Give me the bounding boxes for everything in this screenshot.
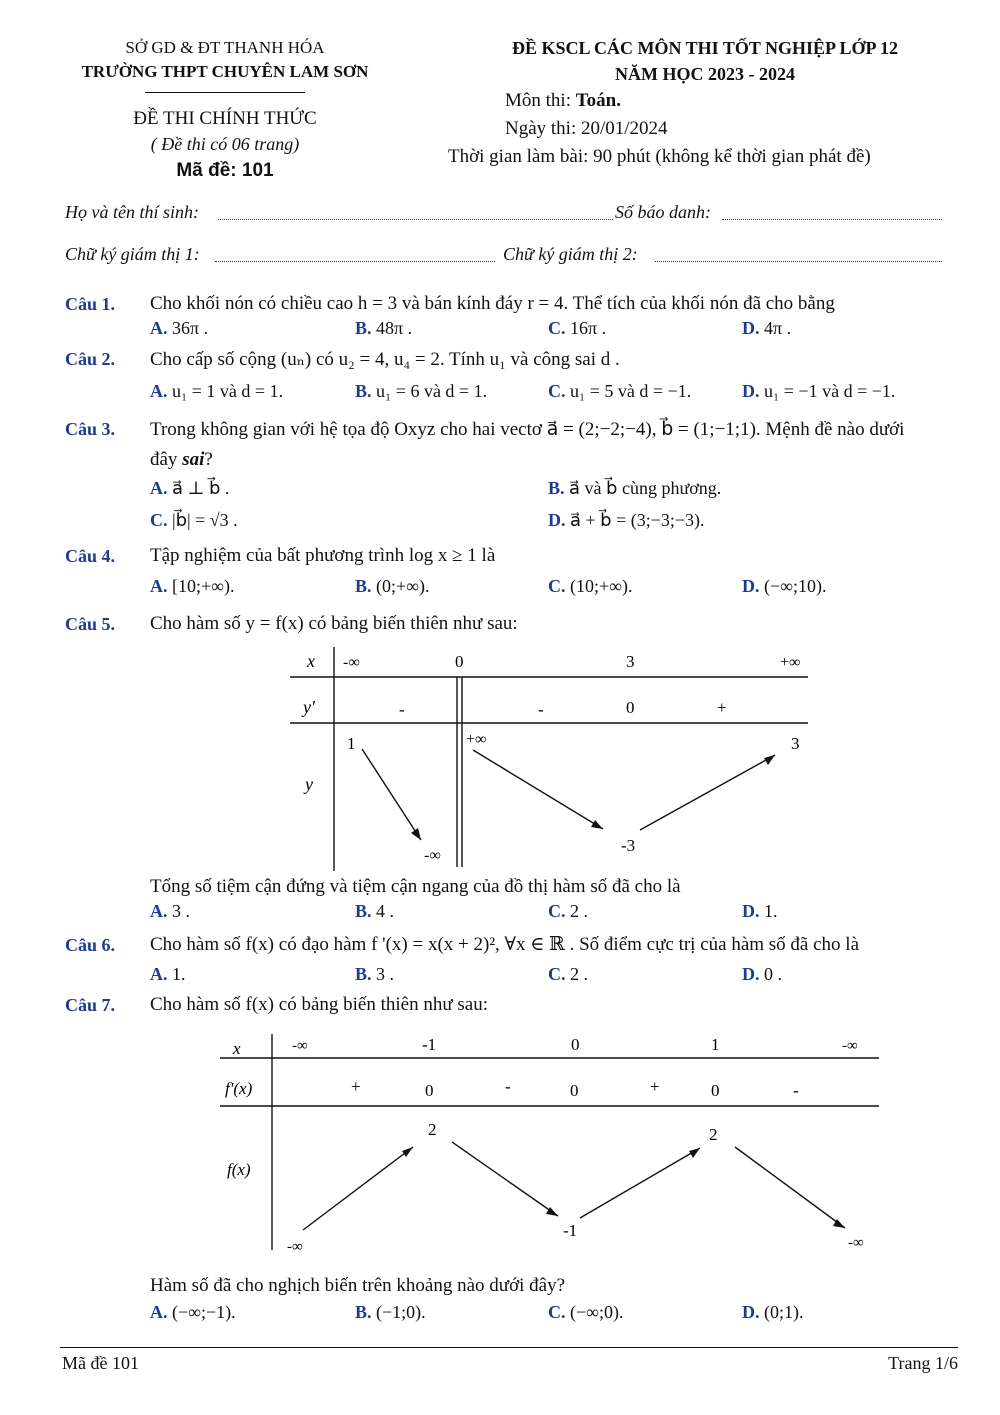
option-label: A. (150, 478, 168, 498)
option-label: A. (150, 318, 168, 338)
option-b[interactable] (355, 318, 412, 339)
option-text: 4π . (764, 318, 792, 338)
option-label: A. (150, 964, 168, 984)
arrow-increasing (580, 1148, 700, 1218)
option-label: C. (548, 318, 566, 338)
option-c[interactable] (548, 576, 632, 597)
x-value: -∞ (292, 1038, 308, 1054)
option-text: 4 . (376, 901, 395, 921)
option-d[interactable] (742, 901, 778, 922)
fp-sign: + (351, 1077, 361, 1096)
candidate-name-field[interactable] (218, 219, 613, 220)
option-text: 2 . (570, 901, 588, 921)
option-label: C. (548, 381, 566, 401)
sbd-label: Số báo danh: (615, 202, 711, 222)
question-text: Tập nghiệm của bất phương trình log x ≥ 1 là (150, 545, 496, 566)
yp-sign: - (399, 700, 405, 719)
arrow-decreasing (735, 1147, 845, 1228)
option-label: A. (150, 576, 168, 596)
option-text: [10;+∞). (172, 576, 235, 596)
option-text: (−∞;−1). (172, 1302, 236, 1322)
x-value: -∞ (343, 654, 360, 671)
option-label: C. (150, 510, 168, 530)
option-text: u₁ = −1 và d = −1. (764, 381, 896, 401)
row-y-label: y (305, 774, 313, 794)
y-value: -3 (621, 836, 636, 855)
exam-code: Mã đề: 101 (176, 160, 274, 181)
yp-sign: + (717, 698, 727, 717)
x-value: -∞ (842, 1038, 858, 1054)
option-d[interactable] (742, 576, 826, 597)
option-b[interactable] (548, 478, 721, 499)
option-text: 3 . (172, 901, 190, 921)
option-text: 16π . (570, 318, 607, 338)
subject-label: Môn thi: (505, 90, 576, 111)
y-value: 3 (791, 734, 800, 753)
footer-divider (60, 1347, 958, 1348)
option-c[interactable] (548, 318, 606, 339)
x-value: +∞ (780, 654, 801, 671)
option-label: A. (150, 1302, 168, 1322)
subject-value: Toán. (575, 90, 621, 111)
option-label: A. (150, 381, 168, 401)
fp-sign: 0 (570, 1081, 579, 1100)
option-text: 1. (764, 901, 778, 921)
option-text: 36π . (172, 318, 209, 338)
question-text: Cho hàm số f(x) có bảng biến thiên như sau: (150, 994, 488, 1015)
y-value: 1 (347, 734, 356, 753)
school-year: NĂM HỌC 2023 - 2024 (615, 64, 795, 84)
option-text: 1. (172, 964, 186, 984)
option-d[interactable] (548, 510, 705, 531)
question-text: Cho khối nón có chiều cao h = 3 và bán kính đáy r = 4. Thể tích của khối nón đã cho bằng (150, 293, 835, 314)
question-number: Câu 4. (65, 546, 116, 566)
official-label: ĐỀ THI CHÍNH THỨC (133, 108, 317, 129)
option-label: C. (548, 576, 566, 596)
question-text-cont (150, 449, 213, 471)
fp-sign: + (650, 1077, 660, 1096)
subject-line (505, 90, 621, 112)
row-fp-label: f'(x) (225, 1079, 253, 1098)
row-x-label: x (233, 1039, 241, 1058)
option-text: |b⃗| = √3 . (172, 510, 238, 530)
question-number: Câu 7. (65, 995, 116, 1015)
fp-sign: - (793, 1081, 799, 1100)
option-label: D. (548, 510, 566, 530)
option-label: D. (742, 381, 760, 401)
exam-duration: Thời gian làm bài: 90 phút (không kể thời gian phát đề) (448, 146, 871, 167)
option-text: a⃗ ⊥ b⃗ . (172, 478, 230, 498)
fp-sign: - (505, 1077, 511, 1096)
text-suffix: ? (204, 449, 213, 470)
option-a[interactable] (150, 318, 208, 339)
option-label: D. (742, 318, 760, 338)
option-a[interactable] (150, 964, 186, 985)
x-value: 0 (455, 652, 464, 671)
option-text: (0;1). (764, 1302, 804, 1322)
option-a[interactable] (150, 1302, 236, 1323)
option-text: 2 . (570, 964, 588, 984)
option-b[interactable] (355, 1302, 426, 1323)
option-c[interactable] (548, 964, 588, 985)
header-divider (145, 92, 305, 93)
arrow-increasing (640, 755, 775, 830)
option-label: B. (355, 901, 372, 921)
option-b[interactable] (355, 964, 394, 985)
sig2-field[interactable] (655, 261, 942, 262)
option-label: B. (548, 478, 565, 498)
row-x-label: x (307, 651, 315, 671)
option-label: B. (355, 1302, 372, 1322)
fp-sign: 0 (425, 1081, 434, 1100)
x-value: 3 (626, 652, 635, 671)
x-value: -1 (422, 1035, 437, 1054)
x-value: 1 (711, 1035, 720, 1054)
option-d[interactable] (742, 964, 782, 985)
option-text: (0;+∞). (376, 576, 430, 596)
row-f-label: f(x) (227, 1160, 251, 1179)
option-label: B. (355, 576, 372, 596)
option-label: B. (355, 318, 372, 338)
question-text: Cho cấp số cộng (uₙ) có u₂ = 4, u₄ = 2. Tính u₁ và công sai d . (150, 349, 620, 370)
x-value: 0 (571, 1035, 580, 1054)
option-b[interactable] (355, 901, 394, 922)
question-text: Trong không gian với hệ tọa độ Oxyz cho hai vectơ a⃗ = (2;−2;−4), b⃗ = (1;−1;1). Mệnh đề nào dưới (150, 419, 905, 440)
option-label: D. (742, 576, 760, 596)
option-label: D. (742, 964, 760, 984)
f-value: -∞ (848, 1235, 864, 1251)
option-text: u₁ = 6 và d = 1. (376, 381, 488, 401)
arrow-decreasing (452, 1142, 558, 1216)
option-text: a⃗ và b⃗ cùng phương. (569, 478, 722, 498)
option-label: C. (548, 964, 566, 984)
question-number: Câu 3. (65, 419, 116, 439)
option-label: C. (548, 1302, 566, 1322)
question-text-cont: Tổng số tiệm cận đứng và tiệm cận ngang của đồ thị hàm số đã cho là (150, 876, 681, 897)
question-text: Cho hàm số y = f(x) có bảng biến thiên như sau: (150, 613, 518, 634)
fp-sign: 0 (711, 1081, 720, 1100)
option-text: a⃗ + b⃗ = (3;−3;−3). (570, 510, 705, 530)
option-c[interactable] (150, 510, 238, 531)
sig2-label: Chữ ký giám thị 2: (503, 244, 638, 264)
exam-title: ĐỀ KSCL CÁC MÔN THI TỐT NGHIỆP LỚP 12 (511, 38, 899, 58)
arrow-decreasing (473, 750, 603, 829)
exam-date: Ngày thi: 20/01/2024 (505, 118, 668, 139)
yp-sign: - (538, 700, 544, 719)
option-b[interactable] (355, 381, 487, 402)
footer-page-number: Trang 1/6 (888, 1353, 958, 1373)
question-text: Cho hàm số f(x) có đạo hàm f '(x) = x(x + 2)², ∀x ∈ ℝ . Số điểm cực trị của hàm số đã cho là (150, 934, 860, 955)
option-a[interactable] (150, 381, 283, 402)
option-b[interactable] (355, 576, 430, 597)
y-value: -∞ (424, 847, 441, 864)
f-value: 2 (428, 1120, 437, 1139)
option-text: u₁ = 5 và d = −1. (570, 381, 692, 401)
option-c[interactable] (548, 901, 588, 922)
sbd-field[interactable] (722, 219, 942, 220)
option-text: (−∞;10). (764, 576, 827, 596)
f-value: 2 (709, 1125, 718, 1144)
option-label: B. (355, 964, 372, 984)
text-prefix: đây (150, 449, 183, 470)
variation-table-q7 (215, 1030, 885, 1255)
option-label: A. (150, 901, 168, 921)
option-text: (−1;0). (376, 1302, 426, 1322)
question-number: Câu 6. (65, 935, 116, 955)
option-d[interactable] (742, 381, 895, 402)
y-value: +∞ (466, 731, 487, 748)
f-value: -1 (563, 1221, 578, 1240)
variation-table-q5 (285, 645, 815, 875)
yp-sign: 0 (626, 698, 635, 717)
option-text: 3 . (376, 964, 395, 984)
candidate-name-label: Họ và tên thí sinh: (65, 202, 199, 222)
option-label: D. (742, 1302, 760, 1322)
dept-name: SỞ GD & ĐT THANH HÓA (125, 38, 325, 57)
option-label: D. (742, 901, 760, 921)
option-c[interactable] (548, 381, 691, 402)
text-emphasis: sai (182, 449, 205, 470)
option-label: C. (548, 901, 566, 921)
footer-exam-code: Mã đề 101 (62, 1353, 139, 1373)
f-value: -∞ (287, 1239, 303, 1255)
question-number: Câu 2. (65, 349, 116, 369)
question-number: Câu 5. (65, 614, 116, 634)
option-a[interactable] (150, 901, 190, 922)
sig1-field[interactable] (215, 261, 495, 262)
option-a[interactable] (150, 478, 229, 499)
option-d[interactable] (742, 318, 791, 339)
option-c[interactable] (548, 1302, 623, 1323)
option-text: (10;+∞). (570, 576, 633, 596)
option-text: (−∞;0). (570, 1302, 624, 1322)
arrow-increasing (303, 1147, 413, 1230)
option-label: B. (355, 381, 372, 401)
question-text-cont: Hàm số đã cho nghịch biến trên khoảng nào dưới đây? (150, 1275, 566, 1296)
option-text: 0 . (764, 964, 782, 984)
pages-note: ( Đề thi có 06 trang) (150, 134, 300, 154)
option-text: u₁ = 1 và d = 1. (172, 381, 284, 401)
question-number: Câu 1. (65, 294, 116, 314)
option-a[interactable] (150, 576, 234, 597)
school-name: TRƯỜNG THPT CHUYÊN LAM SƠN (81, 62, 369, 81)
option-d[interactable] (742, 1302, 804, 1323)
sig1-label: Chữ ký giám thị 1: (65, 244, 200, 264)
option-text: 48π . (376, 318, 413, 338)
arrow-decreasing (362, 749, 421, 840)
row-yp-label: y′ (303, 697, 315, 717)
